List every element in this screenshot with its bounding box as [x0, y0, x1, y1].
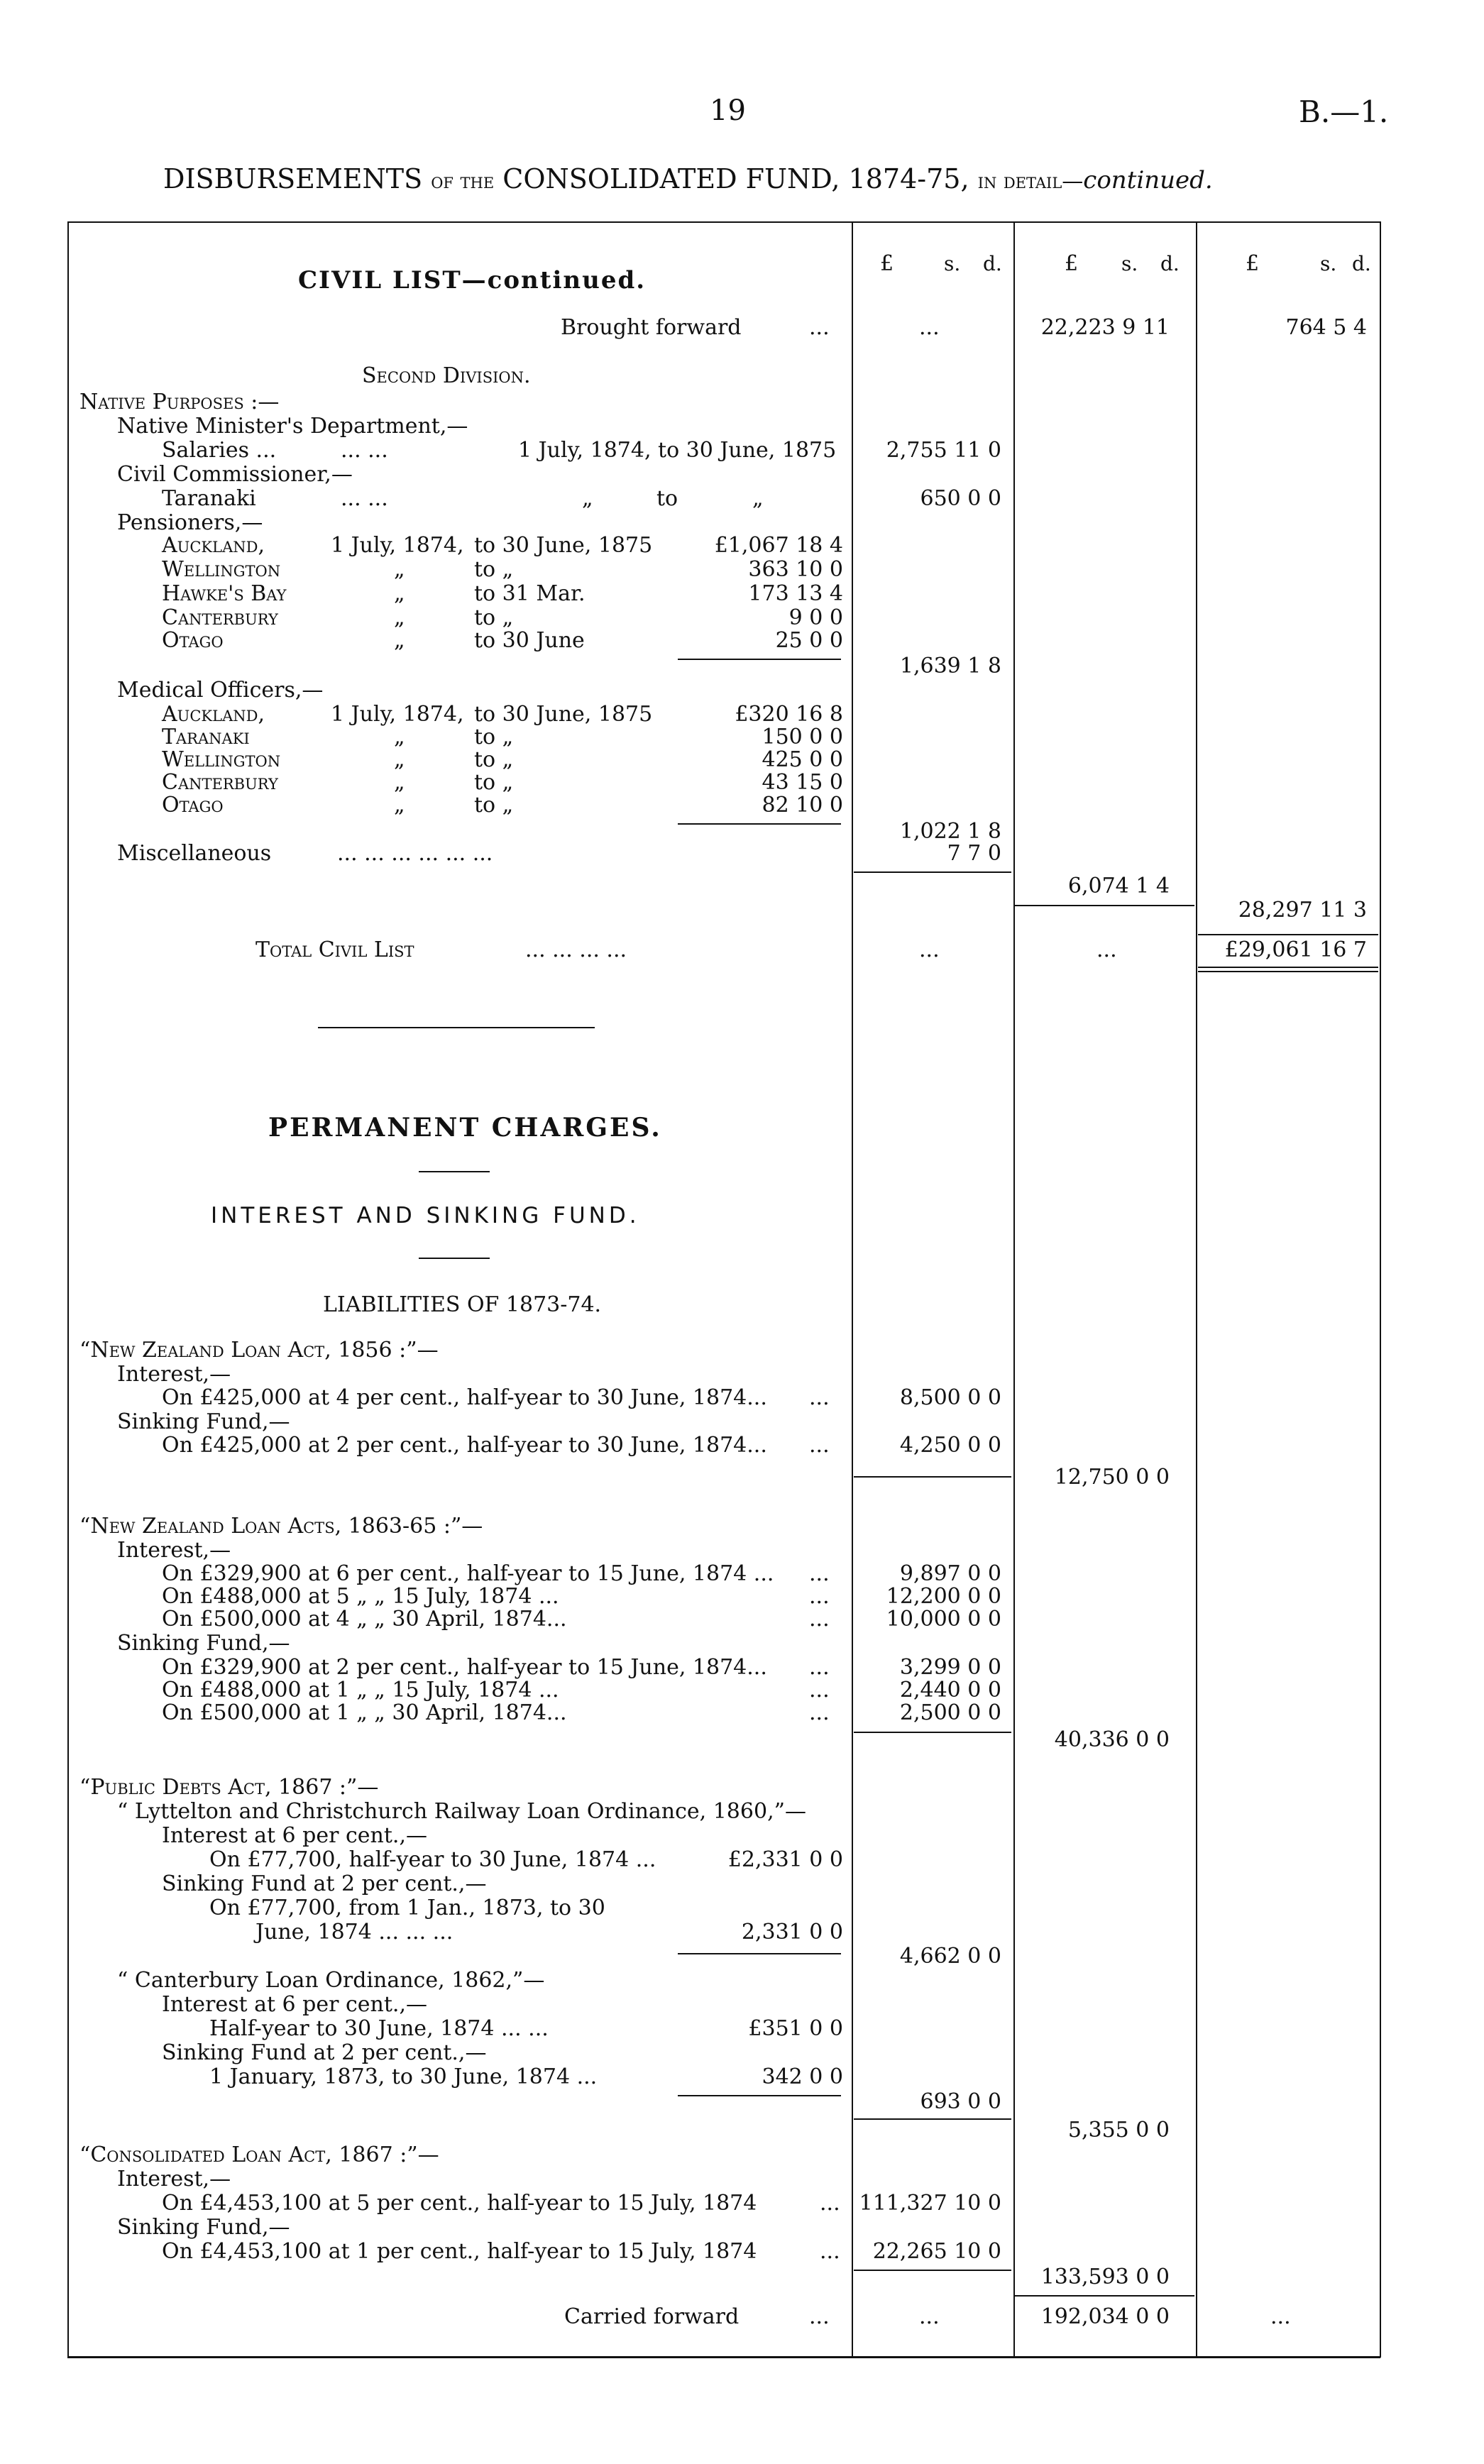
nz-loans-1863-title: “New Zealand Loan Acts, 1863-65 :”—: [79, 1514, 483, 1539]
nz-loans-1863-sinking-line-0: On £329,900 at 2 per cent., half-year to 15 June, 1874...: [162, 1655, 767, 1680]
short-rule-1: [419, 1171, 490, 1172]
nz-loans-1863-sinking-value-2: 2,500 0 0: [899, 1700, 1001, 1725]
medical-officers-label: Medical Officers,—: [117, 678, 324, 703]
col3-d: d.: [1352, 252, 1371, 275]
consolidated-sinking-line: On £4,453,100 at 1 per cent., half-year to 15 July, 1874: [162, 2239, 757, 2264]
page-number: 19: [710, 94, 746, 127]
public-debts-rule: [854, 2118, 1011, 2120]
pensioners-label: Pensioners,—: [117, 510, 263, 535]
col1-left-rule: [852, 221, 853, 2358]
pension-from-2: „: [394, 581, 405, 606]
pension-amount-3: 9 0 0: [788, 605, 843, 630]
pension-amount-1: 363 10 0: [748, 557, 843, 582]
consolidated-interest: Interest,—: [117, 2167, 231, 2191]
canterbury-title: “ Canterbury Loan Ordinance, 1862,”—: [117, 1968, 545, 1993]
short-rule-2: [419, 1258, 490, 1259]
miscellaneous-col1: 7 7 0: [947, 841, 1001, 866]
nz-loans-1863-interest-value-2: 10,000 0 0: [886, 1607, 1001, 1632]
canterbury-sinking-line: 1 January, 1873, to 30 June, 1874 ...: [209, 2064, 598, 2089]
medical-place-4: Otago: [162, 793, 224, 818]
pension-from-1: „: [394, 557, 405, 582]
nz-loan-1856-rule: [854, 1476, 1011, 1478]
col3-total-rule-double-a: [1198, 967, 1378, 968]
pension-place-1: Wellington: [162, 557, 281, 582]
lyttelton-title: “ Lyttelton and Christchurch Railway Loan Ordinance, 1860,”—: [117, 1799, 806, 1824]
list-subtotal: 28,297 11 3: [1238, 898, 1367, 923]
nz-loan-1856-sinking-line: On £425,000 at 2 per cent., half-year to 30 June, 1874...: [162, 1433, 767, 1458]
col3-left-rule: [1196, 221, 1197, 2358]
canterbury-sinking-value: 342 0 0: [762, 2064, 843, 2089]
pension-place-2: Hawke's Bay: [162, 581, 287, 606]
pension-from-3: „: [394, 605, 405, 630]
public-debts-title: “Public Debts Act, 1867 :”—: [79, 1775, 379, 1800]
taranaki-col1: 650 0 0: [920, 486, 1001, 511]
lyttelton-interest: Interest at 6 per cent.,—: [162, 1823, 428, 1848]
pension-to-1: to „: [474, 557, 514, 582]
table-right-rule: [1380, 221, 1381, 2358]
lyttelton-sinking: Sinking Fund at 2 per cent.,—: [162, 1871, 487, 1896]
permanent-charges-heading: PERMANENT CHARGES.: [268, 1113, 662, 1143]
medical-place-2: Wellington: [162, 747, 281, 772]
col2-rule: [1015, 905, 1194, 906]
total-civil-list-col1: ...: [919, 937, 940, 962]
col3-total-rule-double-b: [1198, 971, 1378, 972]
lyttelton-interest-value: £2,331 0 0: [727, 1847, 843, 1872]
salaries-label: Salaries ...: [162, 438, 277, 463]
consolidated-interest-line: On £4,453,100 at 5 per cent., half-year to 15 July, 1874: [162, 2191, 757, 2216]
medical-to-1: to „: [474, 725, 514, 749]
col2-left-rule: [1013, 221, 1015, 2358]
pension-to-3: to „: [474, 605, 514, 630]
native-purposes: Native Purposes :—: [79, 390, 280, 414]
nz-loans-1863-sinking-line-2: On £500,000 at 1 „ „ 30 April, 1874...: [162, 1700, 567, 1725]
table-bottom-rule: [67, 2356, 1380, 2358]
section-divider: [318, 1027, 595, 1028]
table-top-rule: [67, 221, 1380, 223]
canterbury-interest-value: £351 0 0: [748, 2016, 843, 2041]
lyttelton-total: 4,662 0 0: [899, 1944, 1001, 1969]
brought-forward-label: Brought forward: [561, 315, 742, 340]
carried-forward-col3: ...: [1270, 2304, 1291, 2329]
page-ref: B.—1.: [1299, 94, 1389, 129]
taranaki-q1: „: [582, 486, 593, 511]
title-main: DISBURSEMENTS: [163, 163, 423, 194]
nz-loans-1863-interest-value-0: 9,897 0 0: [899, 1561, 1001, 1586]
pension-to-2: to 31 Mar.: [474, 581, 586, 606]
nz-loan-1856-sinking-value: 4,250 0 0: [899, 1433, 1001, 1458]
total-civil-list-col2: ...: [1096, 937, 1117, 962]
nz-loans-1863-interest-line-0: On £329,900 at 6 per cent., half-year to 15 June, 1874 ...: [162, 1561, 774, 1586]
medical-to-2: to „: [474, 747, 514, 772]
medical-from-0: 1 July, 1874,: [331, 702, 464, 727]
consolidated-title: “Consolidated Loan Act, 1867 :”—: [79, 2143, 439, 2167]
nz-loan-1856-sinking: Sinking Fund,—: [117, 1409, 290, 1434]
medical-place-0: Auckland,: [162, 702, 265, 727]
salaries-period: 1 July, 1874, to 30 June, 1875: [518, 438, 837, 463]
lyttelton-sinking-line-1: On £77,700, from 1 Jan., 1873, to 30: [209, 1896, 605, 1920]
medical-from-2: „: [394, 747, 405, 772]
nz-loan-1856-total: 12,750 0 0: [1054, 1465, 1170, 1490]
lyttelton-sinking-value: 2,331 0 0: [741, 1920, 843, 1945]
pension-to-4: to 30 June: [474, 628, 585, 653]
nz-loan-1856-interest: Interest,—: [117, 1362, 231, 1387]
col3-total-rule-top: [1198, 934, 1378, 935]
native-minister: Native Minister's Department,—: [117, 414, 468, 439]
title-of-the: of the: [431, 169, 495, 194]
col1-pound: £: [880, 251, 894, 276]
title-in-detail: in detail—: [977, 169, 1084, 194]
taranaki-to: to: [656, 486, 678, 511]
pension-amount-2: 173 13 4: [748, 581, 843, 606]
nz-loan-1856-interest-line: On £425,000 at 4 per cent., half-year to 30 June, 1874...: [162, 1385, 767, 1410]
medical-to-4: to „: [474, 793, 514, 818]
pension-from-4: „: [394, 628, 405, 653]
canterbury-interest: Interest at 6 per cent.,—: [162, 1992, 428, 2017]
second-division: Second Division.: [362, 363, 531, 388]
medical-to-3: to „: [474, 770, 514, 795]
nz-loan-1856-sinking-dots: ...: [809, 1433, 830, 1458]
title-continued: continued.: [1083, 166, 1213, 194]
brought-forward-dots: ...: [809, 315, 830, 340]
public-debts-total: 5,355 0 0: [1067, 2118, 1170, 2143]
consolidated-sinking: Sinking Fund,—: [117, 2215, 290, 2240]
table-left-rule: [67, 221, 69, 2358]
lyttelton-sinking-line-2: June, 1874 ... ... ...: [255, 1920, 454, 1945]
pension-from-0: 1 July, 1874,: [331, 533, 464, 558]
nz-loans-1863-interest-value-1: 12,200 0 0: [886, 1584, 1001, 1609]
consolidated-sinking-value: 22,265 10 0: [872, 2239, 1001, 2264]
lyttelton-interest-line: On £77,700, half-year to 30 June, 1874 ...: [209, 1847, 656, 1872]
taranaki-q2: „: [752, 486, 764, 511]
carried-forward-col2: 192,034 0 0: [1040, 2304, 1170, 2329]
canterbury-sinking: Sinking Fund at 2 per cent.,—: [162, 2040, 487, 2065]
medical-amount-4: 82 10 0: [762, 793, 843, 818]
pension-place-4: Otago: [162, 628, 224, 653]
pension-to-0: to 30 June, 1875: [474, 533, 653, 558]
nz-loan-1856-interest-dots: ...: [809, 1385, 830, 1410]
civil-list-heading: CIVIL LIST—continued.: [298, 266, 647, 295]
carried-forward-rule: [1015, 2295, 1194, 2297]
brought-forward-col2: 22,223 9 11: [1040, 315, 1170, 340]
col3-s: s.: [1320, 252, 1337, 275]
medical-from-1: „: [394, 725, 405, 749]
dots: ...: [820, 2239, 840, 2264]
civil-commissioner: Civil Commissioner,—: [117, 462, 353, 487]
pension-amount-0: £1,067 18 4: [714, 533, 843, 558]
col2-s: s.: [1121, 252, 1138, 275]
pension-place-0: Auckland,: [162, 533, 265, 558]
col1-d: d.: [983, 252, 1002, 275]
consolidated-total: 133,593 0 0: [1040, 2265, 1170, 2289]
total-civil-list-value: £29,061 16 7: [1224, 937, 1367, 962]
medical-amount-1: 150 0 0: [762, 725, 843, 749]
title-fund: CONSOLIDATED FUND, 1874-75,: [502, 163, 969, 194]
medical-rule: [678, 823, 841, 825]
col2-pound: £: [1065, 251, 1079, 276]
brought-forward-col3: 764 5 4: [1285, 315, 1367, 340]
carried-forward-label: Carried forward: [564, 2304, 740, 2329]
carried-forward-dots: ...: [809, 2304, 830, 2329]
salaries-dots: ... ...: [341, 438, 388, 463]
nz-loans-1863-sinking-line-1: On £488,000 at 1 „ „ 15 July, 1874 ...: [162, 1678, 559, 1703]
nz-loan-1856-title: “New Zealand Loan Act, 1856 :”—: [79, 1338, 439, 1363]
dots: ...: [809, 1584, 830, 1609]
col2-d: d.: [1160, 252, 1180, 275]
canterbury-rule: [678, 2095, 841, 2096]
nz-loans-1863-interest-line-2: On £500,000 at 4 „ „ 30 April, 1874...: [162, 1607, 567, 1632]
nz-loans-1863-sinking-value-1: 2,440 0 0: [899, 1678, 1001, 1703]
page-title: [163, 163, 1213, 194]
medical-place-1: Taranaki: [162, 725, 250, 749]
dots: ...: [809, 1700, 830, 1725]
nz-loan-1856-interest-value: 8,500 0 0: [899, 1385, 1001, 1410]
nz-loans-1863-interest-line-1: On £488,000 at 5 „ „ 15 July, 1874 ...: [162, 1584, 559, 1609]
miscellaneous-dots: ... ... ... ... ... ...: [337, 841, 493, 866]
medical-amount-0: £320 16 8: [735, 702, 843, 727]
taranaki-label: Taranaki: [162, 486, 256, 511]
nz-loans-1863-rule: [854, 1732, 1011, 1733]
miscellaneous-label: Miscellaneous: [117, 841, 272, 866]
pensions-rule: [678, 659, 841, 660]
salaries-col1: 2,755 11 0: [886, 438, 1001, 463]
pension-amount-4: 25 0 0: [775, 628, 843, 653]
dots: ...: [809, 1655, 830, 1680]
total-civil-list-dots: ... ... ... ...: [525, 937, 627, 962]
canterbury-interest-line: Half-year to 30 June, 1874 ... ...: [209, 2016, 549, 2041]
nz-loans-1863-interest: Interest,—: [117, 1538, 231, 1563]
nz-loans-1863-sinking-value-0: 3,299 0 0: [899, 1655, 1001, 1680]
nz-loans-1863-sinking: Sinking Fund,—: [117, 1631, 290, 1656]
medical-amount-2: 425 0 0: [762, 747, 843, 772]
nz-loans-1863-total: 40,336 0 0: [1054, 1727, 1170, 1752]
canterbury-total: 693 0 0: [920, 2089, 1001, 2114]
consolidated-rule: [854, 2270, 1011, 2271]
interest-sinking-heading: INTEREST AND SINKING FUND.: [211, 1203, 640, 1228]
liabilities-heading: LIABILITIES OF 1873-74.: [323, 1292, 602, 1317]
pension-place-3: Canterbury: [162, 605, 278, 630]
col3-pound: £: [1246, 251, 1260, 276]
col1-s: s.: [944, 252, 961, 275]
lyttelton-rule: [678, 1953, 841, 1954]
division-total: 6,074 1 4: [1067, 874, 1170, 898]
medical-place-3: Canterbury: [162, 770, 278, 795]
medical-from-4: „: [394, 793, 405, 818]
dots: ...: [809, 1607, 830, 1632]
taranaki-dots: ... ...: [341, 486, 388, 511]
medical-from-3: „: [394, 770, 405, 795]
medical-amount-3: 43 15 0: [762, 770, 843, 795]
dots: ...: [809, 1561, 830, 1586]
medical-to-0: to 30 June, 1875: [474, 702, 653, 727]
consolidated-interest-value: 111,327 10 0: [859, 2191, 1001, 2216]
pensioners-total: 1,639 1 8: [899, 654, 1001, 678]
carried-forward-col1: ...: [919, 2304, 940, 2329]
medical-total: 1,022 1 8: [899, 819, 1001, 844]
total-civil-list-label: Total Civil List: [255, 937, 414, 962]
dots: ...: [809, 1678, 830, 1703]
division-rule: [854, 871, 1011, 873]
dots: ...: [820, 2191, 840, 2216]
brought-forward-col1: ...: [919, 315, 940, 340]
